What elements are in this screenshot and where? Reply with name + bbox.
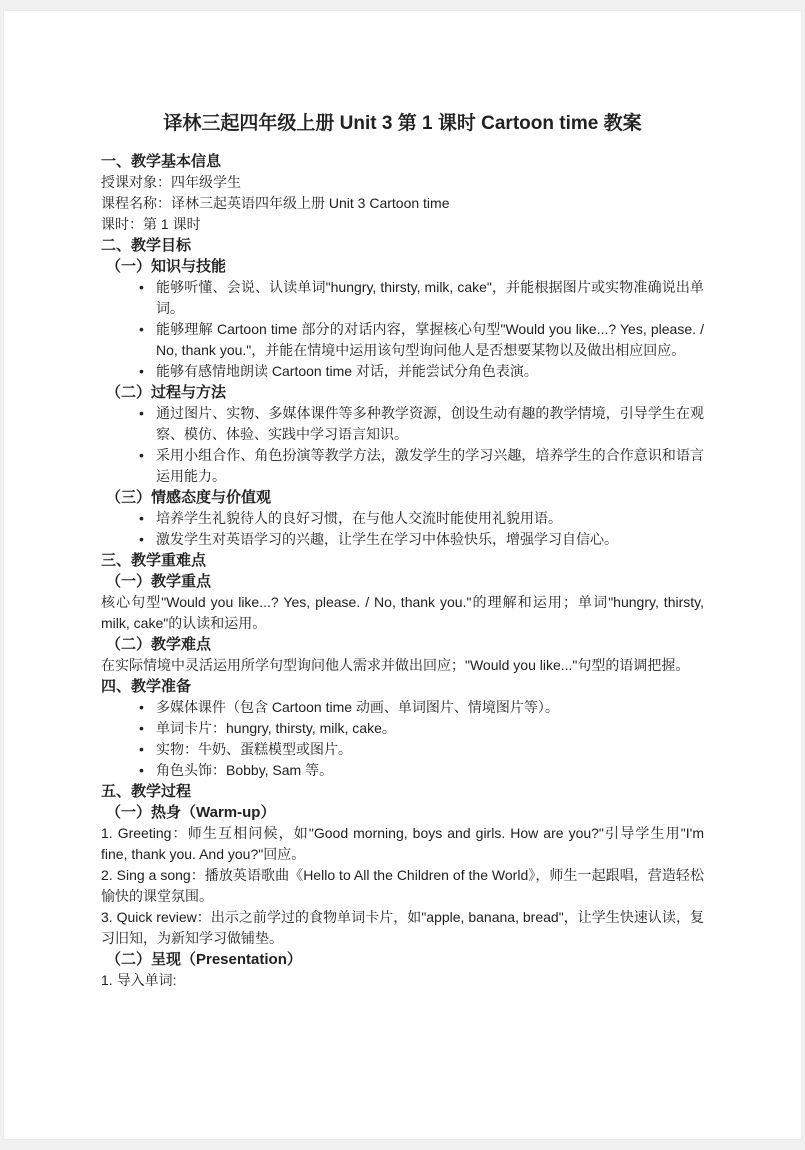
document-title: 译林三起四年级上册 Unit 3 第 1 课时 Cartoon time 教案 [163, 113, 642, 134]
bullet-item [139, 319, 704, 361]
subsection-heading-presentation: （二）呈现（Presentation） [106, 951, 302, 968]
bullet-icon: • [139, 762, 144, 778]
bullet-item [139, 739, 704, 760]
subsection-heading-warmup: （一）热身（Warm-up） [106, 804, 276, 821]
bullet-icon: • [139, 447, 144, 463]
bullet-icon: • [139, 321, 144, 337]
section-heading-key-points: 三、教学重难点 [101, 552, 207, 569]
bullet-item [139, 403, 704, 445]
bullet-item [139, 508, 704, 529]
bullet-icon: • [139, 720, 144, 736]
bullet-text: 培养学生礼貌待人的良好习惯，在与他人交流时能使用礼貌用语。 [156, 510, 562, 526]
bullet-text: 能够听懂、会说、认读单词"hungry, thirsty, milk, cake"，并能根据图片或实物准确说出单词。 [156, 279, 704, 316]
bullet-text: 能够有感情地朗读 Cartoon time 对话，并能尝试分角色表演。 [156, 363, 538, 379]
bullet-icon: • [139, 699, 144, 715]
warmup-step-sing-a-song: 2. Sing a song：播放英语歌曲《Hello to All the Children of the World》，师生一起跟唱，营造轻松愉快的课堂氛围。 [101, 867, 704, 904]
bullet-item [139, 277, 704, 319]
warmup-step-greeting: 1. Greeting：师生互相问候，如"Good morning, boys and girls. How are you?"引导学生用"I'm fine, thank you. And you?"回应。 [101, 825, 704, 862]
section-heading-basic-info: 一、教学基本信息 [101, 153, 222, 170]
bullet-text: 单词卡片：hungry, thirsty, milk, cake。 [156, 720, 396, 736]
teaching-focus-paragraph: 核心句型"Would you like...? Yes, please. / No, thank you."的理解和运用；单词"hungry, thirsty, milk, cake"的认读和运用。 [101, 594, 704, 631]
subsection-heading-teaching-focus: （一）教学重点 [106, 573, 212, 590]
bullet-icon: • [139, 510, 144, 526]
basic-info-line-audience: 授课对象：四年级学生 [101, 174, 241, 190]
bullet-icon: • [139, 363, 144, 379]
bullet-text: 实物：牛奶、蛋糕模型或图片。 [156, 741, 352, 757]
subsection-heading-knowledge-skills: （一）知识与技能 [106, 258, 227, 275]
bullet-text: 能够理解 Cartoon time 部分的对话内容，掌握核心句型"Would you like...? Yes, please. / No, thank you."，并能在情境中运用该句型询问他人是否想要某物以及做出相应回应。 [156, 321, 704, 358]
bullet-text: 激发学生对英语学习的兴趣，让学生在学习中体验快乐，增强学习自信心。 [156, 531, 618, 547]
bullet-text: 角色头饰：Bobby, Sam 等。 [156, 762, 334, 778]
subsection-heading-process-methods: （二）过程与方法 [106, 384, 227, 401]
bullet-item [139, 445, 704, 487]
bullet-item [139, 361, 704, 382]
bullet-icon: • [139, 279, 144, 295]
document-page [3, 10, 802, 1140]
section-heading-preparation: 四、教学准备 [101, 678, 192, 695]
bullet-item [139, 760, 704, 781]
bullet-text: 多媒体课件（包含 Cartoon time 动画、单词图片、情境图片等）。 [156, 699, 559, 715]
bullet-item [139, 718, 704, 739]
section-heading-process: 五、教学过程 [101, 783, 192, 800]
basic-info-line-course-name: 课程名称：译林三起英语四年级上册 Unit 3 Cartoon time [101, 195, 450, 211]
bullet-icon: • [139, 741, 144, 757]
bullet-icon: • [139, 405, 144, 421]
subsection-heading-affect-values: （三）情感态度与价值观 [106, 489, 272, 506]
bullet-item [139, 529, 704, 550]
bullet-text: 通过图片、实物、多媒体课件等多种教学资源，创设生动有趣的教学情境，引导学生在观察、模仿、体验、实践中学习语言知识。 [156, 405, 704, 442]
presentation-step-intro-words: 1. 导入单词: [101, 972, 177, 988]
bullet-icon: • [139, 531, 144, 547]
basic-info-line-period: 课时：第 1 课时 [101, 216, 201, 232]
subsection-heading-teaching-difficulty: （二）教学难点 [106, 636, 212, 653]
warmup-step-quick-review: 3. Quick review：出示之前学过的食物单词卡片，如"apple, banana, bread"，让学生快速认读，复习旧知，为新知学习做铺垫。 [101, 909, 704, 946]
bullet-text: 采用小组合作、角色扮演等教学方法，激发学生的学习兴趣，培养学生的合作意识和语言运用能力。 [156, 447, 704, 484]
bullet-item [139, 697, 704, 718]
section-heading-objectives: 二、教学目标 [101, 237, 192, 254]
teaching-difficulty-paragraph: 在实际情境中灵活运用所学句型询问他人需求并做出回应；"Would you like..."句型的语调把握。 [101, 657, 690, 673]
